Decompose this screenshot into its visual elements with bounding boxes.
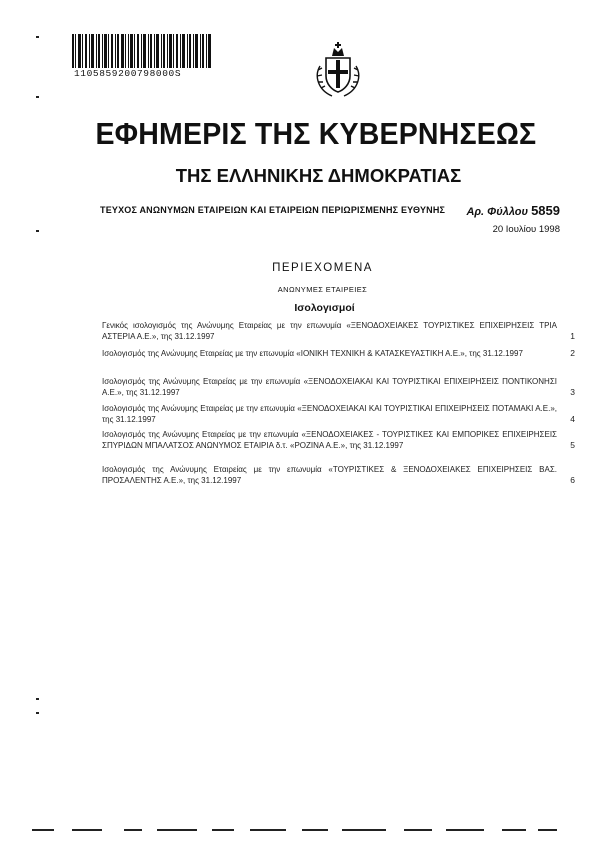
contents-title: ΠΕΡΙΕΧΟΜΕΝΑ: [272, 262, 373, 274]
contents-entry[interactable]: [102, 376, 577, 398]
coat-of-arms-icon: [312, 36, 364, 100]
gazette-title: ΕΦΗΜΕΡΙΣ ΤΗΣ ΚΥΒΕΡΝΗΣΕΩΣ: [95, 116, 537, 151]
section-title: ΑΝΩΝΥΜΕΣ ΕΤΑΙΡΕΙΕΣ: [277, 285, 368, 294]
contents-entry[interactable]: [102, 464, 577, 486]
contents-entry[interactable]: [102, 348, 577, 359]
sheet-number: [466, 203, 560, 218]
entry-page: 1: [570, 331, 575, 341]
entry-text: Ισολογισμός της Ανώνυμης Εταιρείας με την επωνυμία «ΙΟΝΙΚΗ ΤΕΧΝΙΚΗ & ΚΑΤΑΣΚΕΥΑΣΤΙΚΗ Α.Ε.», της 31.12.1997: [102, 349, 523, 358]
barcode-number: 1105859200798000S: [74, 68, 182, 79]
entry-text: Γενικός ισολογισμός της Ανώνυμης Εταιρείας με την επωνυμία «ΞΕΝΟΔΟΧΕΙΑΚΕΣ ΤΟΥΡΙΣΤΙΚΕΣ ΕΠΙΧΕΙΡΗΣΕΙΣ ΤΡΙΑ ΑΣΤΕΡΙΑ Α.Ε.», της 31.12.1997: [102, 321, 557, 341]
margin-mark: [36, 36, 39, 38]
entry-page: 3: [570, 387, 575, 397]
footer-dashed-line: [32, 829, 557, 831]
entry-page: 2: [570, 348, 575, 358]
entry-text: Ισολογισμός της Ανώνυμης Εταιρείας με την επωνυμία «ΤΟΥΡΙΣΤΙΚΕΣ & ΞΕΝΟΔΟΧΕΙΑΚΕΣ ΕΠΙΧΕΙΡΗΣΕΙΣ ΒΑΣ. ΠΡΟΣΑΛΕΝΤΗΣ Α.Ε.», της 31.12.1997: [102, 465, 557, 485]
margin-mark: [36, 712, 39, 714]
issue-series: ΤΕΥΧΟΣ ΑΝΩΝΥΜΩΝ ΕΤΑΙΡΕΙΩΝ ΚΑΙ ΕΤΑΙΡΕΙΩΝ ΠΕΡΙΩΡΙΣΜΕΝΗΣ ΕΥΘΥΝΗΣ: [100, 205, 446, 215]
entry-page: 5: [570, 440, 575, 450]
margin-mark: [36, 698, 39, 700]
entry-text: Ισολογισμός της Ανώνυμης Εταιρείας με την επωνυμία «ΞΕΝΟΔΟΧΕΙΑΚΑΙ ΚΑΙ ΤΟΥΡΙΣΤΙΚΑΙ ΕΠΙΧΕΙΡΗΣΕΙΣ ΠΟΝΤΙΚΟΝΗΣΙ Α.Ε.», της 31.12.1997: [102, 377, 557, 397]
subsection-title: Ισολογισμοί: [294, 302, 355, 314]
margin-mark: [36, 230, 39, 232]
entry-text: Ισολογισμός της Ανώνυμης Εταιρείας με την επωνυμία «ΞΕΝΟΔΟΧΕΙΑΚΑΙ ΚΑΙ ΤΟΥΡΙΣΤΙΚΑΙ ΕΠΙΧΕΙΡΗΣΕΙΣ ΠΟΤΑΜΑΚΙ Α.Ε.», της 31.12.1997: [102, 404, 557, 424]
issue-row: [100, 205, 560, 221]
entry-page: 6: [570, 475, 575, 485]
contents-entry[interactable]: [102, 403, 577, 425]
sheet-label: Αρ. Φύλλου: [466, 206, 529, 218]
gazette-subtitle: ΤΗΣ ΕΛΛΗΝΙΚΗΣ ΔΗΜΟΚΡΑΤΙΑΣ: [175, 165, 462, 186]
barcode: [72, 34, 212, 68]
issue-date: 20 Ιουλίου 1998: [492, 224, 560, 235]
sheet-number-value: 5859: [531, 203, 560, 218]
contents-entry[interactable]: [102, 429, 577, 451]
entry-text: Ισολογισμός της Ανώνυμης Εταιρείας με την επωνυμία «ΞΕΝΟΔΟΧΕΙΑΚΕΣ - ΤΟΥΡΙΣΤΙΚΕΣ ΚΑΙ ΕΜΠΟΡΙΚΕΣ ΕΠΙΧΕΙΡΗΣΕΙΣ ΣΠΥΡΙΔΩΝ ΜΠΑΛΑΤΣΟΣ ΑΝΩΝΥΜΟΣ ΕΤΑΙΡΙΑ δ.τ. «ΡΟΖΙΝΑ Α.Ε.», της 31.12.1997: [102, 430, 557, 450]
contents-entry[interactable]: [102, 320, 577, 342]
entry-page: 4: [570, 414, 575, 424]
margin-mark: [36, 96, 39, 98]
